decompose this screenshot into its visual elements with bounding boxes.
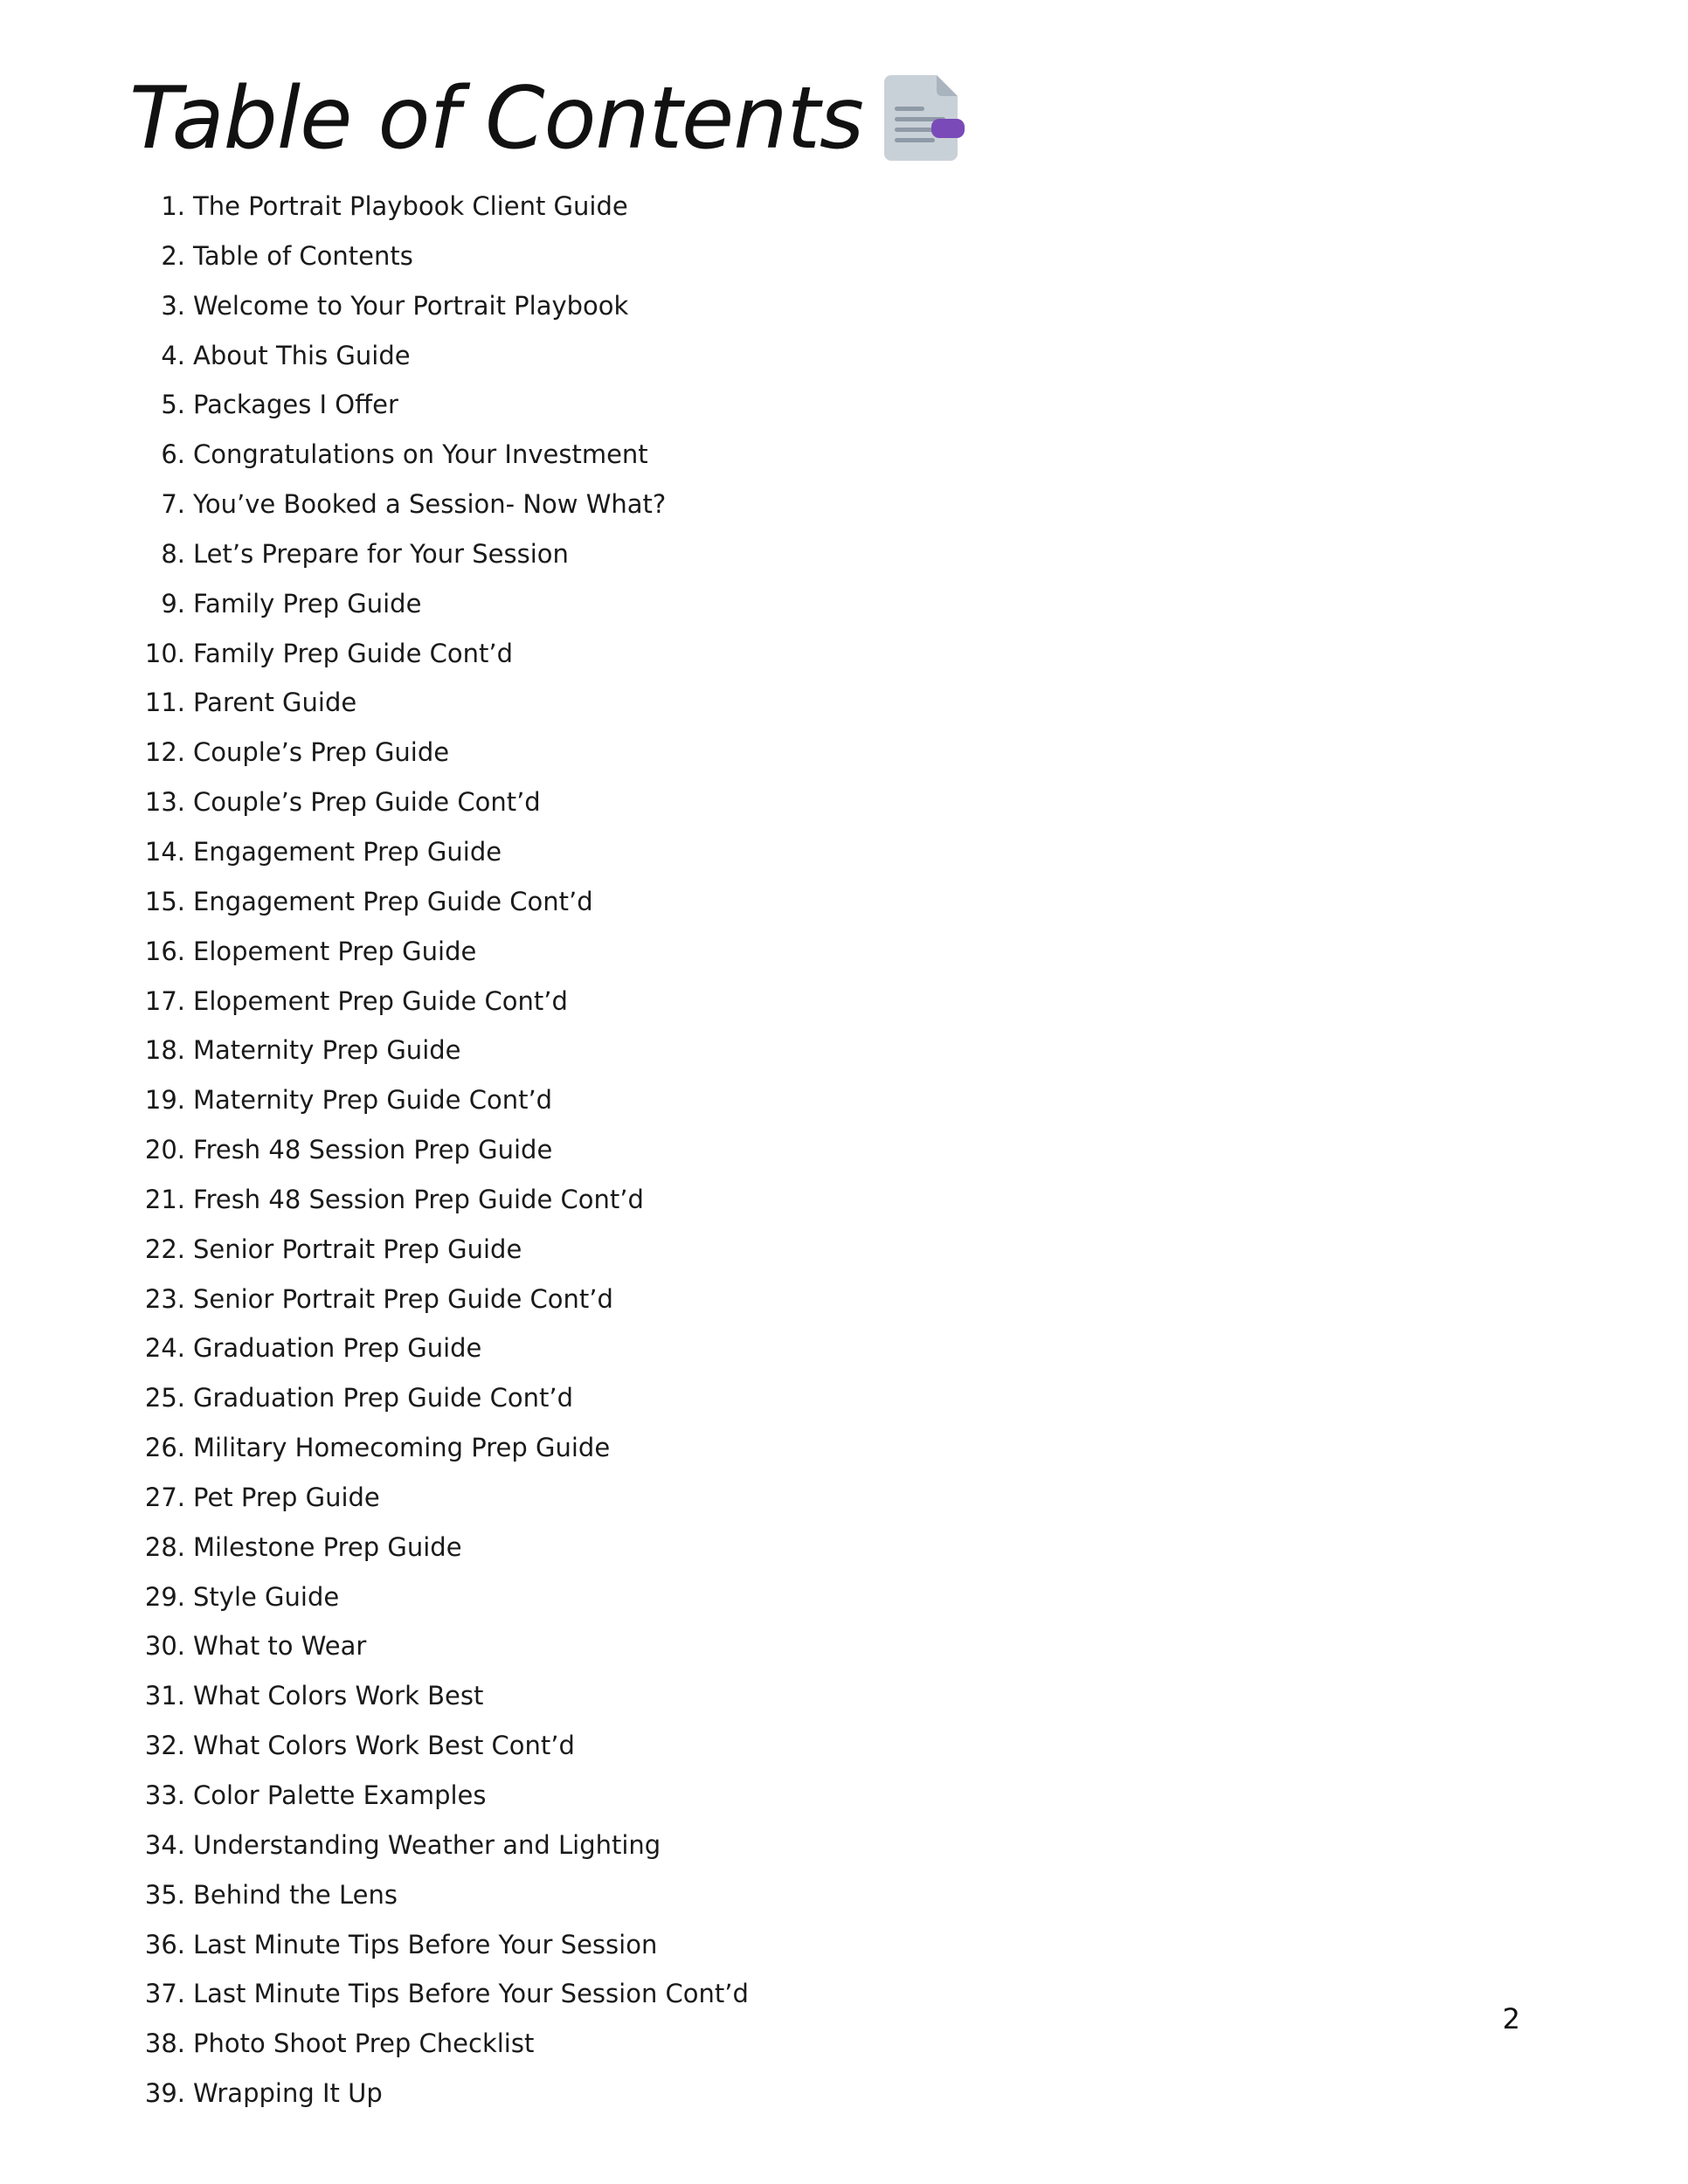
- toc-item-label: Wrapping It Up: [193, 2078, 383, 2109]
- toc-item-label: Elopement Prep Guide Cont’d: [193, 985, 568, 1016]
- toc-item-number: 25.: [144, 1383, 185, 1413]
- toc-item-number: 17.: [144, 985, 185, 1016]
- toc-item-label: Parent Guide: [193, 688, 357, 718]
- toc-item-label: Fresh 48 Session Prep Guide: [193, 1135, 553, 1165]
- toc-item-number: 23.: [144, 1283, 185, 1314]
- toc-item-label: Engagement Prep Guide: [193, 836, 502, 867]
- page-title: Table of Contents: [129, 69, 863, 169]
- toc-item-label: Military Homecoming Prep Guide: [193, 1433, 611, 1463]
- toc-item-label: Photo Shoot Prep Checklist: [193, 2028, 535, 2059]
- toc-item-label: Last Minute Tips Before Your Session Cont’d: [193, 1979, 749, 2009]
- toc-item-label: Couple’s Prep Guide: [193, 737, 450, 768]
- toc-item-number: 16.: [144, 936, 185, 966]
- toc-item-label: Milestone Prep Guide: [193, 1531, 462, 1562]
- toc-item-label: Table of Contents: [193, 240, 413, 271]
- toc-item-number: 18.: [144, 1035, 185, 1066]
- document-fold-shape: [937, 75, 958, 96]
- toc-item-label: Packages I Offer: [193, 390, 398, 420]
- toc-item-number: 28.: [144, 1531, 185, 1562]
- toc-item-label: Let’s Prepare for Your Session: [193, 538, 569, 569]
- toc-item-number: 9.: [161, 588, 185, 619]
- toc-item-label: Fresh 48 Session Prep Guide Cont’d: [193, 1184, 644, 1214]
- toc-item-label: Understanding Weather and Lighting: [193, 1829, 661, 1860]
- toc-item-number: 20.: [144, 1135, 185, 1165]
- toc-item-label: Family Prep Guide Cont’d: [193, 638, 514, 668]
- toc-item-number: 32.: [144, 1731, 185, 1761]
- toc-item-label: Engagement Prep Guide Cont’d: [193, 886, 593, 916]
- toc-item-label: About This Guide: [193, 340, 411, 370]
- toc-item-number: 30.: [144, 1631, 185, 1662]
- toc-item-label: You’ve Booked a Session- Now What?: [193, 489, 667, 520]
- toc-item-label: Maternity Prep Guide Cont’d: [193, 1085, 553, 1116]
- toc-item-label: Pet Prep Guide: [193, 1482, 380, 1512]
- toc-item-label: Senior Portrait Prep Guide Cont’d: [193, 1283, 613, 1314]
- toc-item-label: Graduation Prep Guide Cont’d: [193, 1383, 573, 1413]
- toc-item-number: 15.: [144, 886, 185, 916]
- toc-item-number: 7.: [161, 489, 185, 520]
- toc-item-label: Couple’s Prep Guide Cont’d: [193, 787, 541, 818]
- toc-item-number: 35.: [144, 1879, 185, 1910]
- page-number: 2: [1502, 2002, 1520, 2035]
- toc-item-number: 31.: [144, 1681, 185, 1711]
- toc-item-number: 11.: [144, 688, 185, 718]
- toc-item-number: 21.: [144, 1184, 185, 1214]
- toc-item-number: 36.: [144, 1929, 185, 1959]
- toc-item-number: 8.: [161, 538, 185, 569]
- toc-item-label: Family Prep Guide: [193, 588, 422, 619]
- document-tab-shape: [931, 119, 965, 138]
- toc-item-number: 24.: [144, 1333, 185, 1364]
- toc-item-number: 5.: [161, 390, 185, 420]
- toc-item-number: 13.: [144, 787, 185, 818]
- toc-item-number: 3.: [161, 290, 185, 321]
- toc-item-number: 1.: [161, 191, 185, 221]
- toc-item-number: 37.: [144, 1979, 185, 2009]
- toc-item-label: Elopement Prep Guide: [193, 936, 477, 966]
- document-icon: [882, 73, 966, 164]
- toc-item-number: 39.: [144, 2078, 185, 2109]
- toc-item-label: Color Palette Examples: [193, 1780, 487, 1810]
- toc-item-number: 10.: [144, 638, 185, 668]
- toc-item-label: What Colors Work Best: [193, 1681, 484, 1711]
- toc-item-number: 2.: [161, 240, 185, 271]
- toc-item-number: 6.: [161, 439, 185, 470]
- title-row: [129, 66, 966, 171]
- toc-item-label: Senior Portrait Prep Guide: [193, 1234, 522, 1264]
- toc-item-number: 12.: [144, 737, 185, 768]
- toc-item-label: Maternity Prep Guide: [193, 1035, 461, 1066]
- toc-item-label: What to Wear: [193, 1631, 367, 1662]
- toc-item-label: What Colors Work Best Cont’d: [193, 1731, 575, 1761]
- toc-item-label: Welcome to Your Portrait Playbook: [193, 290, 629, 321]
- toc-item-label: Behind the Lens: [193, 1879, 398, 1910]
- toc-item-label: Graduation Prep Guide: [193, 1333, 482, 1364]
- toc-item-label: Congratulations on Your Investment: [193, 439, 648, 470]
- toc-item-number: 19.: [144, 1085, 185, 1116]
- toc-item-number: 22.: [144, 1234, 185, 1264]
- toc-item-number: 4.: [161, 340, 185, 370]
- toc-item-label: Last Minute Tips Before Your Session: [193, 1929, 658, 1959]
- toc-item-number: 33.: [144, 1780, 185, 1810]
- toc-item-number: 26.: [144, 1433, 185, 1463]
- toc-item-label: Style Guide: [193, 1581, 340, 1612]
- toc-item-number: 14.: [144, 836, 185, 867]
- toc-item-label: The Portrait Playbook Client Guide: [193, 191, 628, 221]
- toc-item-number: 38.: [144, 2028, 185, 2059]
- toc-item-number: 29.: [144, 1581, 185, 1612]
- toc-item-number: 34.: [144, 1829, 185, 1860]
- toc-item-number: 27.: [144, 1482, 185, 1512]
